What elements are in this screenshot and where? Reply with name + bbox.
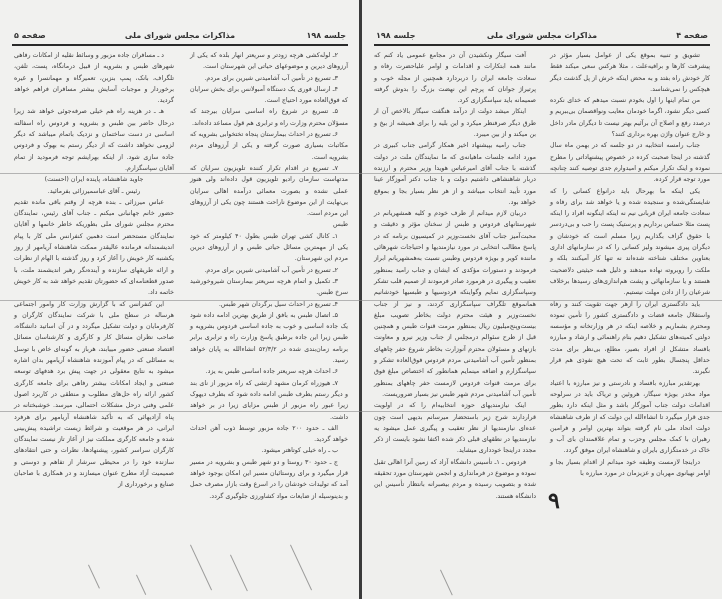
paragraph: بهرتقدیر مبارزه بافساد و نادرستی و نیز مبارزه با اعتیاد مواد مخدر بویژه سیگار، هروئین و تریاک باید در سرلوحه اقدامات دولت جناب آموزگار باشد و مثل اینکه دارد بطور جدی قرار میگیرد تا انشاءالله این دولت که از طرف شاهنشاه دولت اتحاد ملی نام گرفته بتواند بهترین اوامر و فرامین رهبران با کمک مجلس وحزب و تمام علاقمندان بای آب و خاک در خدمتگزاری بایران و شاهنشاه ایران موفق گردد. [550,379,710,455]
paragraph: جناب رامسه انتخابیه در دو جلسه که در بهمن ماه سال گذشته در اینجا صحبت کرده در خصوص پیشنهاداتی را مطرح نموده و اینک تکرار میکنم و امیدوارم جدی توصیه کنند چنانچه مورد توجه قرار کرده. [550,142,710,184]
paragraph: تشویق و تنبیه بموقع یکی از عوامل بسیار مؤثر در پیشرفت کارها و برافیه‌علت ، مثلا هرکس سعی میکند فقط کار خودش راه بفتد و به محض اینکه خرش از پل گذشت دیگر هیچکس را نمی‌شناسد. [550,52,710,93]
scan-fold-line [0,300,722,301]
running-title: مذاکرات مجلس شورای ملی [124,30,236,40]
margin-number: ۹ [548,488,560,514]
paragraph: اینک نیازمندیهای حوزه انتخابیه‌ام را که در اولویت قراردارند شرح زیر باستحضار میرسانم بدیهی است چون عده‌ای نیازمندیها از نظر تعقیب و پیگیری عمل میشود یه نیازمندیها در نطقهای قبلی ذکر شده اکتفا نشود بایست از ذکر مجدد دراینجا خودداری میشاید. [374,402,536,455]
paragraph: ۶ـ احداث هرچه سریعتر جاده اساسی طبس به یزد. [205,368,338,376]
paragraph: ۳ـ تسریع در تأمین آب آشامیدنی شیرین برای مردم. [204,74,338,82]
paragraph: یکی اینکه ما بهرحال باید درانواع کسانی را که شایستگی‌شده و سنجیده شده و یا خواهد شد برای رفاه و سعادت جامعه ایران قربانی نیم نه اینکه اینگونه افراد را اینکه پست مثلا حساس برداریم و پرستیک پست را حب و بی‌دردسر با حقوق گزاف بگذاریم زیرا مسلم است که خودشان و دیگران پیری میشوند ولیز کسانی را که در سازمانهای اداری بعناوین مختلف شناخته شده‌اند نه تنها کار آمیکنند بلکه و ملکت را روبروته نهاده میدهند و ذلیل همه حیثیتی دلاضحیت هستند و یا سازمانهائی و پشت هم‌اندازی‌های رسیدها برخلاف شرعیان را از دادن مهلت نیستیم. [550,187,710,297]
paragraph: من تمام اینها را اول بخودم نسبت میدهم که خدای نکرده کسی دیگر نشود، اگرما خودمان معایب ونواقصمان بی‌ببریم و درصدد رفع و اصلاح آن برآئیم بهتر نیست تا دیگران مادر داخل و خارج عنوان واژن بهره برداری کنند؟ [550,97,710,139]
paragraph: فردوس ـ ۱ـ تأسیس دانشگاه آزاد که زمین آنرا اهالی تقبل نموده و موضوع در فرمانداری و انجمن شهرستان مورد تحقیقه شده و بتصویب رسیده و مردم بیصبرانه بانتظار تأسیس این دانشگاه هستند. [374,458,536,500]
paragraph: آفت سیگار ونکشیدن آن در مجامع عمومی یاد کنم که مانند همه ابتکارات و اقدامات و اوامر علیاحضرت رفاه و سعادت جامعه ایران را دربردارد همچنین از مجله خوب و پرتیراژ جوانان که پرچم این نهضت بزرگ را بدوش گرفته صمیمانه باید سپاسگزاری کرد. [374,52,536,105]
paragraph: این کنفرانس که با گزارش وزارت کار وامور اجتماعی هرساله در سطح ملی با شرکت نمایندگان کارگران و کارفرمایان و دولت تشکیل میگردد و در آن اساتید دانشگاه، صاحب نظران مسائل کار و کارگری و کارشناسان مسائل اقتصاد صنعتی حضور مییابند، هرباز به گونه‌ای خاص با توسل به مسائلی که در پیام آموزنده شاهنشاه آریامهر بدان اشاره میشود به نتایج معقولی در جهت پیش برد هدفهای توسعه صنعتی و ایجاد امکانات بیشتر رفاهی برای جامعه کارگری کشور ارائه راه حل‌های مطلوب و منطقی در کاربرد اصول علمی وفنی درحل مشکلات احتمالی، میرسد. خوشبختانه در پناه آزادیهائی که به تأکید شاهنشاه آریامهر برای هرفرد ایرانی، در هر موقعیت و شرائط زیست تراشیده پیش‌بینی شده و جامعه کارگری مملکت نیز از آغاز تاز نیست نمایندگان کارگران سراسر کشور، پیشنهادها، نظرات و حتی انتقادهای سازنده خود را در محیطی سرشار از تفاهم و دوستی و صمیمیت آزاد مطرح عنوان میسازند و در همکاری با صاحبان صنایع و برخورداری از [14,300,174,489]
right-page-left-column [374,50,536,502]
paragraph: ج ـ حدود ۳۰ روستا و دو شهر طبس و بشرویه در مسیر قرار میگیرد و برای روستائیان مسیر این امکان بوجود خواهد آمد که تولیدات خودشان را در اسرع وقت بازار مصرف حمل و بدینوسیله از ضایعات مواد کشاورزی جلوگیری گردد. [190,458,348,500]
paragraph: باید دادگستری ایران را ازهر جهت تقویت کنند و رفاه واستقلال جامعه قضات و دادگستری کشور را تأمین نموده ومحترم بشماریم و خلاصه اینکه در هر وزارتخانه و مؤسسه دولتی کمیته‌های تشکیل دهیم بنام راهنمائی و ارشاد و مبارزه بافساد متشکل از افراد بصیر، مطلع، بی‌نظر برای مدت حداقل پنجسال بطور ثابت که تحت هیچ نفوذی هم قرار نگیرند. [550,300,710,376]
speaker-line: رئیس ـ آقای عباسمیرزائی بفرمائید. [47,187,141,195]
paragraph: عباس میرزائی ـ بنده هرچه از وقتم باقی مانده تقدیم حضور خانم جهانبانی میکنم ـ جناب آقای رئیس، نمایندگان محترم مجلس شورای ملی بطوریکه خاطر خانمها و آقایان نمایندگان مستحضر است دهمین کنفرانس ملی کار با پیام اندیشمندانه فرمانده عالیقدر ممکت شاهنشاه آریامهر از روز یکشنبه کار خویش را آغاز کرد و روز گذشته با الهام از نظرات و ارائه طریقهای سازنده و آینده‌نگر رهبر اندیشمند ملت، با صدور قطعنامه‌ای که حضورتان تقدیم خواهد شد به کار خویش خاتمه داد. [14,198,174,297]
session-label: جلسه ۱۹۸ [306,30,346,40]
header-rule [12,44,348,46]
paragraph: ۴ـ ارسال فوری یک دستگاه آمبولانس برای بخش سرایان که فوق‌العاده مورد احتیاج است. [190,85,348,105]
paragraph: دربیان لازم میدانم از طرف خودم و کلیه همشهریانم در شهرستانهای فردوس و طبس از سخنان مؤثر و دقیقت و محبت‌آمیز جناب آقای نخست‌وزیر در کمیسیون برنامه که در پاسخ مطالب انتخابی در مورد نیازمندیها و احتیاجات شهرهائی ماننده کویر و بویژه فردوس وطبس نسبت به‌همشهریانم ابراز فرمودند و دستورات مؤکدی که ایشان و جناب رامید بمنظور تعقیب و پیگیری در هرمورد صادر فرمودند از صمیم قلب تشکر وسپاسگزاری نمایم وگواینکه فردوسیها و طبسیها خودشانیم همانموقع تلگراف سپاسگزاری کردند، و نیز از جناب نخست‌وزیر و هیئت محترم دولت بخاطر تصویب مبلغ بیست‌وپنج‌میلیون ریال بمنظور مرمت قنوات طبس و همچنین قبل از طرح سئوالم درمجلس از جناب وزیر نیرو و معاونت بازنهای و مسئولان محترم آنوزارت بخاطر شروع حفر چاههای بمنظور تأمین آب آشامیدنی مردم فردوس فوق‌العاده تشکر و سپاسگزارم و اضافه مینمایم همانطور که اختصاص مبلغ فوق برای مرمت قنوات فردوس لازمست حفر چاههای بمنظور تأمین آب آشامیدنی مردم شهر طبس نیز بسیار ضروریست. [374,210,536,398]
paragraph: هـ ـ در هزینه راه هم خیلی صرفه‌جوئی خواهد شد زیرا درحال حاضر بین طبس و بشرویه و فردوس راه اسفالته اساسی در دست ساختمان و نزدیک باتمام میباشد که دیگر لزومی نخواهد داشت که از دیگر رستم به بهوک و فردوس جاده سازی شود. از اینکه بهرایشم توجه فرمودید از تمام آقایان سپاسگزارم. [14,108,174,172]
left-page-left-column [14,50,174,491]
paragraph: ۲ـ لوله‌کشی هرچه زودتر و سریعتر انهار بلده که یکی از آرزوهای دیرین و موضوعهای حیاتی این شهرستان است. [190,52,348,71]
session-label: جلسه ۱۹۸ [376,30,416,40]
left-page-header [14,28,346,42]
scan-fold-line [0,411,722,412]
paragraph: ۵ـ اتصال طبس به بافق از طریق بهترین ادامه داده شود یک جاده اساسی و خوب به جاده اساسی فردوس بشرویه و طبس زیرا این جاده برطبق پاسخ وزارت راه و ترابری برابر برنامه زمان‌بندی شده در ۵۲/۳/۲ انشاءالله به پایان خواهد رسید. [190,311,348,365]
paragraph: ب ـ راه خیلی کوتاهتر میشود. [261,447,338,455]
paragraph: د ـ مسافران جاده مزبور و وسائط نقلیه از امکانات رفاهی شهرهای طبس و بشرویه از قبیل درمانگاه، پست، تلفن، تلگراف، بانک، پمپ بنزین، تعمیرگاه و مهمانسرا و غیره برخوردار و موجبات آسایش بیشتر مسافران فراهم خواهد گردید. [14,52,174,105]
paragraph: ۷ـ تسریع در اقدام تکرار کننده تلویزیون سرایان که مدتهاست سازمان رادیو تلویزیون قول داده‌اند ولی هنوز عملی نشده و بصورت معمائی درآمده اهالی سرایان بی‌نهایت از این موضوع ناراحت هستند چون یکی از آرزوهای این مردم است. [190,164,348,218]
page-number: صفحه ۴ [676,30,708,40]
paragraph: الف ـ حدود ۲۰۰ جاده مزبور توسط ذوب آهن احداث خواهد گردید. [190,424,348,444]
left-page-right-column [190,50,348,502]
paragraph: ۱ـ کانال کشی تهران طبس بطول ۴۰ کیلومتر که خود یکی از مهمترین مسائل حیاتی طبس و از آرزوهای دیرین مردم این شهرستان. [190,232,348,263]
paragraph: ۵ـ تسریع در شروع راه اساسی سرایان بیرجند که مسؤلان محترم وزارت راه و ترابری هم قول مساعد داده‌اند. [190,108,348,127]
paragraph: ۶ـ تسریع در احداث بیمارستان پنجاه تختخوابی بشرویه که مکاتبات بسیاری صورت گرفته و یکی از آرزوهای مردم بشرویه است. [190,131,348,161]
page-number: صفحه ۵ [14,30,46,40]
scan-fold-line [0,173,722,174]
paragraph: جناب رامیه بپیشنهاد اخیر همکار گرامی جناب کبیری در مورد ادامه جلسات ماهیانه‌ی که ما نمایندگان ملت در دولت گذشته با جناب آقای امیرعباس هویدا وزیر محترم و ارزنده دربار شاهنشاهی داشتیم دولت و با جناب دکتر آموزگار عینا مورد تأیید انتخاب میباشد و از هر نظر بسیار بجا و بموقع خواهد بود. [374,142,536,206]
header-rule [374,44,710,46]
closing-line: جاوید شاهنشاه، پاینده ایران (احسنت) [44,176,144,184]
paragraph: ۷ـ هیوزراه کرمان مشهد ارتشی که راه مزبور از نای بند و دیگر رستم بطرف طبس ادامه داده شود که بطرف دیهوک زیرا عبور راه مزبور از طبس مزایای زیرا در بر خواهد داشت. [190,379,348,421]
paragraph: اینکار میشد دولت از درآمد هنگفت سیگار بالاخص آن از طرق دیگر صرفنظر میکرد و این بلیه را برای همیشه از بیخ و بن میکند و از بین میبرد. [374,108,536,139]
paragraph: ۲ـ تسریع در تأمین آب آشامیدنی شیرین برای مردم. [204,266,338,274]
running-title: مذاکرات مجلس شورای ملی [486,30,598,40]
paragraph: دراینجا لازمست وظیفه خود میدانم از اقدام بسیار بجا و اوامر نهیانوی مهربان و عزیزمان در مورد مبارزه با [550,458,710,477]
paragraph: ۴ـ تسریع در احداث سیل برگردان شهر طبس. [218,300,338,308]
right-page-right-column [550,50,710,479]
right-page-header [376,28,708,42]
paragraph: ۳ـ تکمیل و اتمام هرچه سریعتر بیمارستان شیروخورشید سرخ طبس. [190,277,348,297]
section-heading: طبس [333,221,348,229]
